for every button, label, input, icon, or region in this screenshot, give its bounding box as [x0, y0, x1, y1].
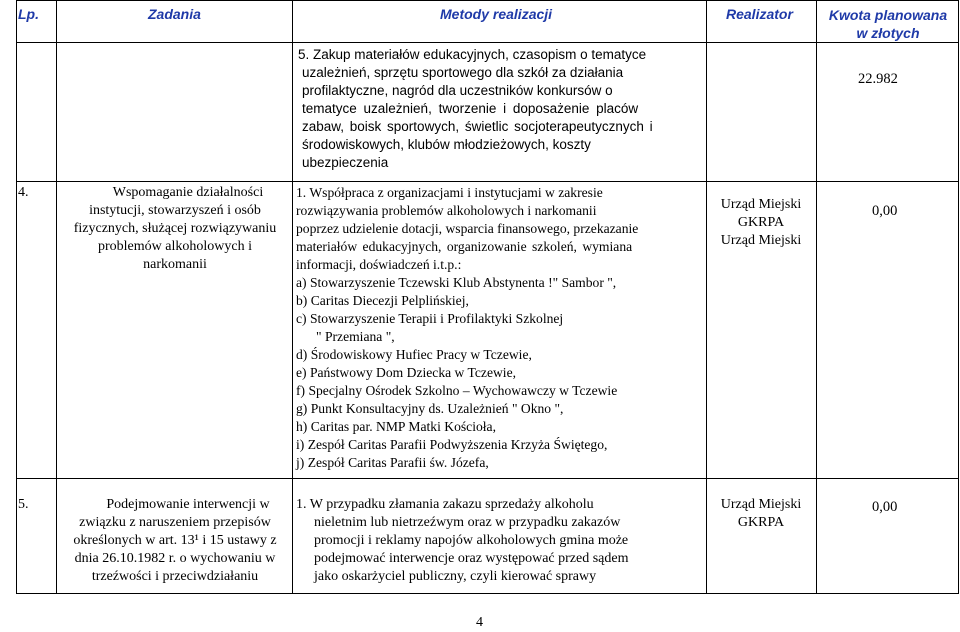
task-line: związku z naruszeniem przepisów: [79, 515, 271, 530]
method-line: podejmować interwencje oraz występować przed sądem: [314, 551, 629, 566]
row4-amount: 0,00: [872, 203, 898, 219]
realizator-line: GKRPA: [737, 215, 785, 230]
method-line: e) Państwowy Dom Dziecka w Tczewie,: [296, 365, 517, 380]
method-line: informacji, doświadczeń i.t.p.:: [296, 257, 462, 272]
page-number: 4: [476, 615, 483, 630]
header-methods: Metody realizacji: [440, 6, 553, 22]
method-line: ubezpieczenia: [302, 155, 389, 170]
grid-line: [16, 181, 959, 182]
method-line: 5. Zakup materiałów edukacyjnych, czasopism o tematyce: [298, 47, 647, 62]
method-line: jako oskarżyciel publiczny, czyli kierować sprawy: [314, 569, 597, 584]
realizator-line: GKRPA: [737, 515, 785, 530]
method-line: uzależnień, sprzętu sportowego dla szkół za działania: [302, 65, 624, 80]
row4-realizator: [708, 196, 814, 250]
row5-lp: 5.: [18, 497, 29, 512]
row5-task: [58, 496, 292, 586]
method-line: d) Środowiskowy Hufiec Pracy w Tczewie,: [296, 347, 532, 362]
header-amount-line2: w złotych: [856, 25, 920, 41]
row-cont-amount: 22.982: [858, 71, 898, 87]
row4-lp: 4.: [18, 185, 29, 200]
row5-amount: 0,00: [872, 499, 898, 515]
method-line: i) Zespół Caritas Parafii Podwyższenia Krzyża Świętego,: [296, 437, 608, 452]
grid-line: [16, 42, 959, 43]
grid-line: [706, 0, 707, 594]
method-line: materiałów edukacyjnych, organizowanie szkoleń, wymiana: [296, 239, 633, 254]
grid-line: [16, 0, 959, 1]
method-line: " Przemiana ",: [316, 329, 395, 344]
realizator-line: Urząd Miejski: [720, 497, 802, 512]
grid-line: [16, 0, 17, 594]
method-line: poprzez udzielenie dotacji, wsparcia finansowego, przekazanie: [296, 221, 639, 236]
method-line: tematyce uzależnień, tworzenie i doposażenie placów: [302, 101, 639, 116]
task-line: Wspomaganie działalności: [112, 185, 264, 200]
grid-line: [958, 0, 959, 594]
method-line: 1. Współpraca z organizacjami i instytucjami w zakresie: [296, 185, 603, 200]
row4-task: [58, 184, 292, 274]
row4-method: [296, 184, 704, 472]
header-realizator: Realizator: [726, 6, 793, 22]
method-line: nieletnim lub nietrzeźwym oraz w przypadku zakazów: [314, 515, 621, 530]
method-line: zabaw, boisk sportowych, świetlic socjoterapeutycznych i: [302, 119, 653, 134]
task-line: narkomanii: [143, 257, 207, 272]
task-line: Podejmowanie interwencji w: [106, 497, 270, 512]
header-amount-line1: Kwota planowana: [828, 7, 948, 23]
header-tasks: Zadania: [148, 6, 201, 22]
method-line: j) Zespół Caritas Parafii św. Józefa,: [296, 455, 489, 470]
task-line: trzeźwości i przeciwdziałaniu: [91, 569, 259, 584]
row-cont-method: [298, 46, 702, 172]
method-line: g) Punkt Konsultacyjny ds. Uzależnień " Okno ",: [296, 401, 564, 416]
task-line: dnia 26.10.1982 r. o wychowaniu w: [74, 551, 276, 566]
task-line: określonych w art. 13¹ i 15 ustawy z: [73, 533, 277, 548]
realizator-line: Urząd Miejski: [720, 197, 802, 212]
task-line: instytucji, stowarzyszeń i osób: [89, 203, 261, 218]
grid-line: [816, 0, 817, 594]
method-line: profilaktyczne, nagród dla uczestników konkursów o: [302, 83, 613, 98]
header-amount: [820, 6, 956, 42]
task-line: problemów alkoholowych i: [98, 239, 252, 254]
header-lp: Lp.: [18, 6, 39, 22]
method-line: c) Stowarzyszenie Terapii i Profilaktyki Szkolnej: [296, 311, 564, 326]
realizator-line: Urząd Miejski: [720, 233, 802, 248]
grid-line: [292, 0, 293, 594]
row5-method: [296, 496, 704, 586]
method-line: środowiskowych, klubów młodzieżowych, koszty: [302, 137, 591, 152]
method-line: 1. W przypadku złamania zakazu sprzedaży alkoholu: [296, 497, 594, 512]
task-line: fizycznych, służącej rozwiązywaniu: [73, 221, 277, 236]
method-line: f) Specjalny Ośrodek Szkolno – Wychowawczy w Tczewie: [296, 383, 618, 398]
grid-line: [16, 593, 959, 594]
method-line: a) Stowarzyszenie Tczewski Klub Abstynenta !" Sambor ",: [296, 275, 617, 290]
method-line: rozwiązywania problemów alkoholowych i narkomanii: [296, 203, 597, 218]
grid-line: [16, 478, 959, 479]
method-line: b) Caritas Diecezji Pelplińskiej,: [296, 293, 469, 308]
row5-realizator: [708, 496, 814, 532]
method-line: h) Caritas par. NMP Matki Kościoła,: [296, 419, 496, 434]
grid-line: [56, 0, 57, 594]
method-line: promocji i reklamy napojów alkoholowych gmina może: [314, 533, 629, 548]
